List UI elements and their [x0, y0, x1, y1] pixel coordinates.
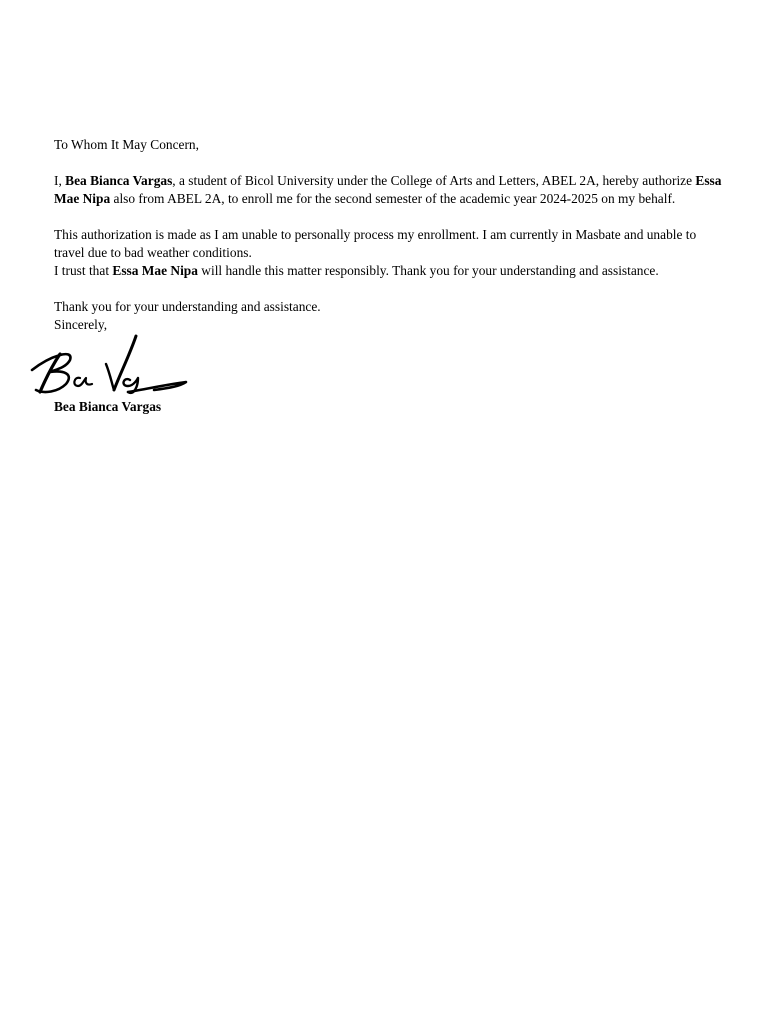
student-name: Bea Bianca Vargas	[65, 173, 173, 188]
paragraph1-middle: , a student of Bicol University under the College of Arts and Letters, ABEL 2A, hereby authorize	[172, 173, 696, 188]
paragraph1-suffix: also from ABEL 2A, to enroll me for the second semester of the academic year 2024-2025 on my behalf.	[110, 191, 676, 206]
paragraph-reason: This authorization is made as I am unable to personally process my enrollment. I am currently in Masbate and unable to travel due to bad weather conditions.	[54, 227, 697, 260]
handwritten-signature	[30, 334, 190, 398]
paragraph-gap	[54, 208, 724, 226]
authorization-letter	[54, 136, 724, 416]
paragraph-gap	[54, 154, 724, 172]
closing: Sincerely,	[54, 317, 108, 332]
salutation: To Whom It May Concern,	[54, 137, 199, 152]
authorized-person-name: Essa Mae Nipa	[54, 173, 722, 206]
trusted-person-name: Essa Mae Nipa	[112, 263, 198, 278]
thanks-line: Thank you for your understanding and assistance.	[54, 299, 321, 314]
paragraph1-prefix: I,	[54, 173, 66, 188]
paragraph-authorization	[54, 172, 724, 208]
trust-suffix: will handle this matter responsibly. Thank you for your understanding and assistance.	[197, 263, 659, 278]
paragraph-gap	[54, 280, 724, 298]
paragraph-trust	[54, 262, 724, 280]
signer-name: Bea Bianca Vargas	[54, 399, 162, 414]
trust-prefix: I trust that	[54, 263, 113, 278]
